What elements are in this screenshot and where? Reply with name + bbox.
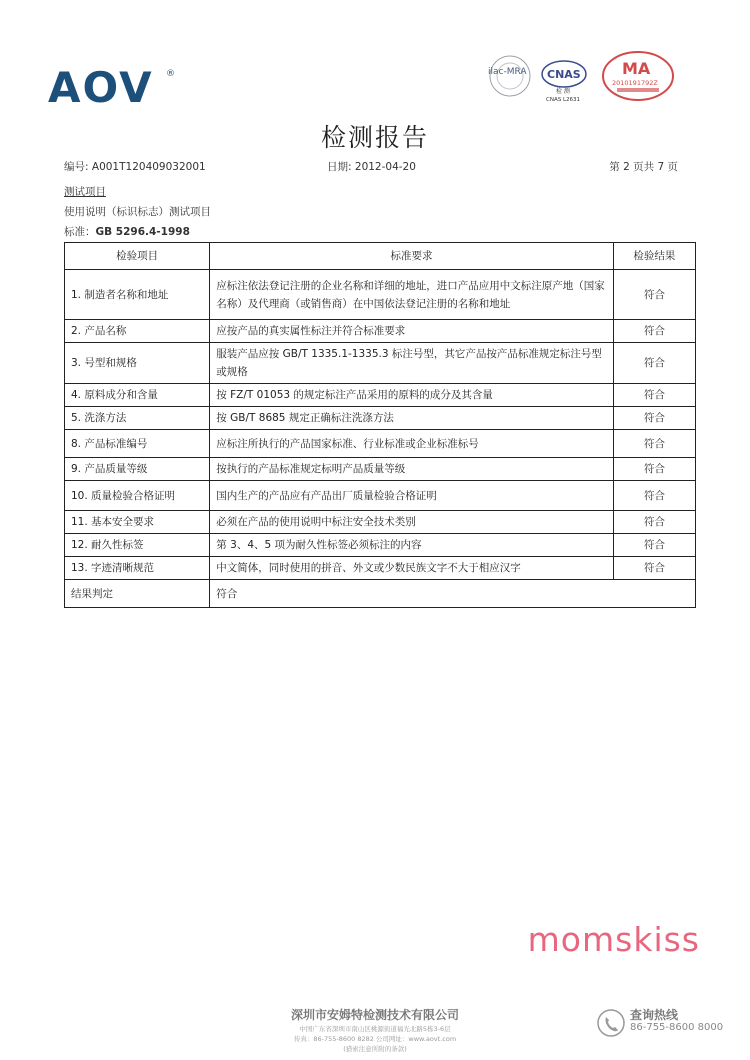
hotline-number: 86-755-8600 8000 xyxy=(630,1022,724,1033)
table-row xyxy=(65,511,696,534)
inspection-table xyxy=(64,242,696,608)
row-requirement: 中文简体，同时使用的拼音、外文或少数民族文字不大于相应汉字 xyxy=(210,557,613,580)
row-requirement: 应按产品的真实属性标注并符合标准要求 xyxy=(210,320,613,343)
page-indicator: 第 2 页共 7 页 xyxy=(609,161,678,173)
row-result: 符合 xyxy=(613,430,695,458)
row-result: 符合 xyxy=(613,511,695,534)
aov-logo xyxy=(48,66,178,110)
conclusion-value: 符合 xyxy=(210,580,696,608)
conclusion-label: 结果判定 xyxy=(65,580,210,608)
row-requirement: 应标注依法登记注册的企业名称和详细的地址，进口产品应用中文标注原产地（国家名称）及代理商（或销售商）在中国依法登记注册的名称和地址 xyxy=(210,270,613,320)
aov-logo-text: AOV xyxy=(48,66,154,106)
table-row xyxy=(65,407,696,430)
cnas-code-text: CNAS L2631 xyxy=(546,97,581,103)
row-item: 11. 基本安全要求 xyxy=(65,511,210,534)
row-item: 2. 产品名称 xyxy=(65,320,210,343)
row-result: 符合 xyxy=(613,407,695,430)
row-result: 符合 xyxy=(613,534,695,557)
row-item: 5. 洗涤方法 xyxy=(65,407,210,430)
cma-text: MA xyxy=(622,59,651,78)
row-requirement: 按 FZ/T 01053 的规定标注产品采用的原料的成分及其含量 xyxy=(210,384,613,407)
row-item: 8. 产品标准编号 xyxy=(65,430,210,458)
table-row xyxy=(65,458,696,481)
cnas-logo xyxy=(542,61,586,103)
standard-line xyxy=(64,224,190,239)
footer-company-name: 深圳市安姆特检测技术有限公司 xyxy=(290,1008,459,1022)
report-title: 检测报告 xyxy=(320,123,429,152)
report-number-value: A001T120409032001 xyxy=(91,161,206,173)
row-item: 1. 制造者名称和地址 xyxy=(65,270,210,320)
row-requirement: 按执行的产品标准规定标明产品质量等级 xyxy=(210,458,613,481)
row-result: 符合 xyxy=(613,270,695,320)
header-result: 检验结果 xyxy=(613,243,695,270)
cma-code-text: 2010191792Z xyxy=(612,79,658,87)
report-date xyxy=(327,159,416,174)
row-result: 符合 xyxy=(613,320,695,343)
footer-address: 中国广东省深圳市南山区桃源街道福光北路5栋3-6层 xyxy=(299,1025,451,1033)
row-item: 3. 号型和规格 xyxy=(65,343,210,384)
table-row xyxy=(65,534,696,557)
table-row xyxy=(65,270,696,320)
row-item: 12. 耐久性标签 xyxy=(65,534,210,557)
row-result: 符合 xyxy=(613,557,695,580)
row-item: 10. 质量检验合格证明 xyxy=(65,481,210,511)
aov-logo-mark xyxy=(48,66,178,106)
section-heading: 测试项目 xyxy=(64,186,106,198)
conclusion-row xyxy=(65,580,696,608)
header-requirement: 标准要求 xyxy=(210,243,613,270)
footer-contact: 传真：86-755-8600 8282 公司网址：www.aovt.com xyxy=(293,1035,457,1043)
row-requirement: 第 3、4、5 项为耐久性标签必须标注的内容 xyxy=(210,534,613,557)
report-date-value: 2012-04-20 xyxy=(354,161,416,173)
cma-logo xyxy=(603,52,673,100)
ilac-mra-text: ilac-MRA xyxy=(488,67,527,77)
row-result: 符合 xyxy=(613,384,695,407)
report-number-label: 编号: xyxy=(64,161,89,173)
watermark-text: momskiss xyxy=(527,920,700,959)
phone-icon xyxy=(596,1008,626,1042)
footer-note: (猎索注意所附的条款) xyxy=(343,1045,407,1053)
table-row xyxy=(65,384,696,407)
report-number xyxy=(64,159,206,174)
row-result: 符合 xyxy=(613,481,695,511)
table-row xyxy=(65,557,696,580)
registered-mark: ® xyxy=(166,69,175,79)
section-subheading: 使用说明（标识标志）测试项目 xyxy=(64,206,211,218)
row-requirement: 服装产品应按 GB/T 1335.1-1335.3 标注号型，其它产品按产品标准规定标注号型或规格 xyxy=(210,343,613,384)
table-row xyxy=(65,320,696,343)
table-row xyxy=(65,481,696,511)
report-date-label: 日期: xyxy=(327,161,352,173)
table-header-row xyxy=(65,243,696,270)
ilac-mra-logo xyxy=(488,56,530,96)
row-requirement: 国内生产的产品应有产品出厂质量检验合格证明 xyxy=(210,481,613,511)
cnas-sub-text: 检 测 xyxy=(556,88,570,95)
row-item: 4. 原料成分和含量 xyxy=(65,384,210,407)
row-requirement: 必须在产品的使用说明中标注安全技术类别 xyxy=(210,511,613,534)
table-row xyxy=(65,430,696,458)
hotline-label: 查询热线 xyxy=(630,1008,679,1022)
table-row xyxy=(65,343,696,384)
row-requirement: 应标注所执行的产品国家标准、行业标准或企业标准标号 xyxy=(210,430,613,458)
header-item: 检验项目 xyxy=(65,243,210,270)
standard-value: GB 5296.4-1998 xyxy=(95,226,190,238)
cnas-text: CNAS xyxy=(547,68,581,81)
row-requirement: 按 GB/T 8685 规定正确标注洗涤方法 xyxy=(210,407,613,430)
row-result: 符合 xyxy=(613,343,695,384)
certification-logos xyxy=(486,50,686,110)
row-item: 9. 产品质量等级 xyxy=(65,458,210,481)
standard-label: 标准： xyxy=(64,226,96,238)
row-item: 13. 字迹清晰规范 xyxy=(65,557,210,580)
row-result: 符合 xyxy=(613,458,695,481)
